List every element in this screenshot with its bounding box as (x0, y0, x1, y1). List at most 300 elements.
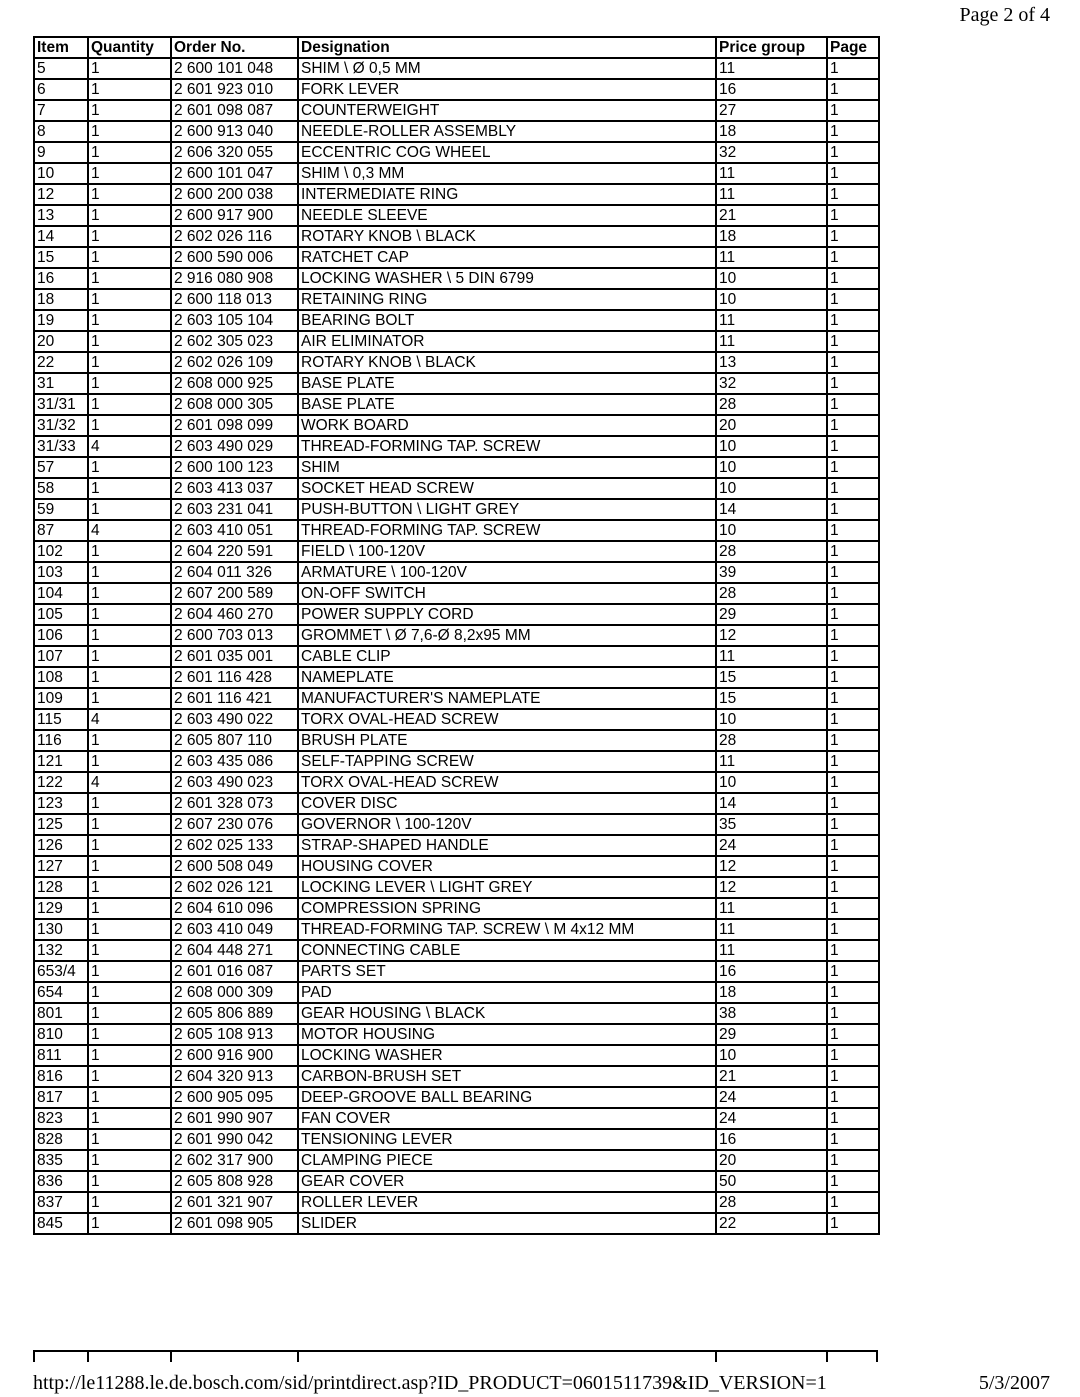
cell-quantity: 1 (88, 394, 171, 415)
cell-item: 5 (34, 58, 88, 79)
cell-price-group: 10 (716, 709, 827, 730)
cell-item: 127 (34, 856, 88, 877)
cell-page: 1 (827, 604, 879, 625)
cell-page: 1 (827, 688, 879, 709)
cell-price-group: 28 (716, 394, 827, 415)
cell-page: 1 (827, 1129, 879, 1150)
cell-price-group: 11 (716, 940, 827, 961)
cell-order-no: 2 604 320 913 (171, 1066, 298, 1087)
cell-price-group: 32 (716, 373, 827, 394)
cell-item: 122 (34, 772, 88, 793)
cell-order-no: 2 600 590 006 (171, 247, 298, 268)
cell-price-group: 12 (716, 877, 827, 898)
cell-order-no: 2 601 328 073 (171, 793, 298, 814)
cell-price-group: 32 (716, 142, 827, 163)
cell-page: 1 (827, 877, 879, 898)
cell-order-no: 2 608 000 309 (171, 982, 298, 1003)
table-row (34, 1045, 879, 1066)
cell-item: 31 (34, 373, 88, 394)
cell-quantity: 1 (88, 457, 171, 478)
cell-quantity: 1 (88, 205, 171, 226)
cell-quantity: 1 (88, 331, 171, 352)
cell-quantity: 1 (88, 1150, 171, 1171)
cell-order-no: 2 602 026 116 (171, 226, 298, 247)
cell-price-group: 18 (716, 982, 827, 1003)
cell-page: 1 (827, 163, 879, 184)
table-row (34, 646, 879, 667)
table-row (34, 961, 879, 982)
cell-designation: DEEP-GROOVE BALL BEARING (298, 1087, 716, 1108)
cell-page: 1 (827, 289, 879, 310)
cell-price-group: 12 (716, 625, 827, 646)
column-header-price-group: Price group (716, 37, 827, 58)
cell-quantity: 1 (88, 877, 171, 898)
cell-page: 1 (827, 1150, 879, 1171)
cell-quantity: 1 (88, 247, 171, 268)
cell-designation: CARBON-BRUSH SET (298, 1066, 716, 1087)
cell-item: 816 (34, 1066, 88, 1087)
cell-designation: TORX OVAL-HEAD SCREW (298, 709, 716, 730)
cell-item: 13 (34, 205, 88, 226)
table-row (34, 583, 879, 604)
cell-quantity: 1 (88, 730, 171, 751)
cell-order-no: 2 601 116 421 (171, 688, 298, 709)
cell-page: 1 (827, 1108, 879, 1129)
cell-order-no: 2 605 808 928 (171, 1171, 298, 1192)
table-row (34, 688, 879, 709)
cell-designation: THREAD-FORMING TAP. SCREW (298, 436, 716, 457)
cell-order-no: 2 604 460 270 (171, 604, 298, 625)
cell-page: 1 (827, 730, 879, 751)
cell-order-no: 2 602 026 121 (171, 877, 298, 898)
cell-page: 1 (827, 184, 879, 205)
cell-price-group: 18 (716, 226, 827, 247)
table-row (34, 751, 879, 772)
cell-order-no: 2 604 610 096 (171, 898, 298, 919)
table-row (34, 100, 879, 121)
cell-page: 1 (827, 1045, 879, 1066)
cell-page: 1 (827, 940, 879, 961)
cell-price-group: 24 (716, 1108, 827, 1129)
cell-item: 9 (34, 142, 88, 163)
cell-quantity: 1 (88, 688, 171, 709)
cell-designation: GROMMET \ Ø 7,6-Ø 8,2x95 MM (298, 625, 716, 646)
table-row (34, 121, 879, 142)
cell-designation: SHIM (298, 457, 716, 478)
cell-price-group: 11 (716, 751, 827, 772)
table-bottom-border (33, 1350, 878, 1352)
cell-item: 837 (34, 1192, 88, 1213)
cell-item: 109 (34, 688, 88, 709)
cell-item: 20 (34, 331, 88, 352)
cell-designation: GEAR HOUSING \ BLACK (298, 1003, 716, 1024)
cell-quantity: 1 (88, 79, 171, 100)
table-row (34, 772, 879, 793)
table-row (34, 1213, 879, 1234)
cell-designation: PAD (298, 982, 716, 1003)
cell-page: 1 (827, 856, 879, 877)
cell-price-group: 12 (716, 856, 827, 877)
cell-order-no: 2 602 317 900 (171, 1150, 298, 1171)
cell-quantity: 1 (88, 562, 171, 583)
table-row (34, 877, 879, 898)
cell-item: 31/31 (34, 394, 88, 415)
cell-order-no: 2 603 435 086 (171, 751, 298, 772)
cell-designation: CONNECTING CABLE (298, 940, 716, 961)
table-row (34, 1066, 879, 1087)
cell-designation: CLAMPING PIECE (298, 1150, 716, 1171)
cell-designation: ECCENTRIC COG WHEEL (298, 142, 716, 163)
cell-order-no: 2 603 413 037 (171, 478, 298, 499)
cell-order-no: 2 601 016 087 (171, 961, 298, 982)
column-header-designation: Designation (298, 37, 716, 58)
cell-designation: MOTOR HOUSING (298, 1024, 716, 1045)
cell-price-group: 38 (716, 1003, 827, 1024)
cell-order-no: 2 605 108 913 (171, 1024, 298, 1045)
cell-price-group: 11 (716, 184, 827, 205)
table-column-stub (170, 1350, 172, 1362)
cell-designation: WORK BOARD (298, 415, 716, 436)
cell-item: 10 (34, 163, 88, 184)
cell-item: 115 (34, 709, 88, 730)
cell-price-group: 11 (716, 163, 827, 184)
cell-item: 7 (34, 100, 88, 121)
cell-order-no: 2 605 807 110 (171, 730, 298, 751)
cell-page: 1 (827, 457, 879, 478)
table-row (34, 1171, 879, 1192)
cell-quantity: 4 (88, 436, 171, 457)
cell-item: 87 (34, 520, 88, 541)
cell-designation: LOCKING WASHER (298, 1045, 716, 1066)
cell-quantity: 1 (88, 1192, 171, 1213)
cell-order-no: 2 601 321 907 (171, 1192, 298, 1213)
cell-designation: GEAR COVER (298, 1171, 716, 1192)
cell-quantity: 1 (88, 835, 171, 856)
cell-item: 19 (34, 310, 88, 331)
cell-page: 1 (827, 667, 879, 688)
cell-designation: NAMEPLATE (298, 667, 716, 688)
cell-item: 836 (34, 1171, 88, 1192)
cell-item: 31/32 (34, 415, 88, 436)
cell-page: 1 (827, 772, 879, 793)
cell-designation: GOVERNOR \ 100-120V (298, 814, 716, 835)
cell-price-group: 39 (716, 562, 827, 583)
table-row (34, 79, 879, 100)
table-row (34, 625, 879, 646)
cell-item: 116 (34, 730, 88, 751)
cell-item: 121 (34, 751, 88, 772)
table-row (34, 541, 879, 562)
cell-page: 1 (827, 709, 879, 730)
cell-order-no: 2 604 220 591 (171, 541, 298, 562)
table-header-row (34, 37, 879, 58)
cell-price-group: 28 (716, 583, 827, 604)
cell-page: 1 (827, 352, 879, 373)
table-column-stub (297, 1350, 299, 1362)
cell-item: 129 (34, 898, 88, 919)
cell-price-group: 10 (716, 457, 827, 478)
cell-order-no: 2 602 305 023 (171, 331, 298, 352)
cell-designation: FAN COVER (298, 1108, 716, 1129)
table-row (34, 310, 879, 331)
cell-page: 1 (827, 1171, 879, 1192)
cell-price-group: 11 (716, 646, 827, 667)
cell-order-no: 2 605 806 889 (171, 1003, 298, 1024)
cell-page: 1 (827, 415, 879, 436)
cell-designation: NEEDLE SLEEVE (298, 205, 716, 226)
cell-item: 105 (34, 604, 88, 625)
table-column-stub (876, 1350, 878, 1362)
cell-item: 104 (34, 583, 88, 604)
cell-quantity: 1 (88, 583, 171, 604)
cell-order-no: 2 600 916 900 (171, 1045, 298, 1066)
cell-quantity: 1 (88, 163, 171, 184)
cell-item: 654 (34, 982, 88, 1003)
cell-order-no: 2 600 101 048 (171, 58, 298, 79)
cell-page: 1 (827, 205, 879, 226)
cell-page: 1 (827, 58, 879, 79)
table-row (34, 184, 879, 205)
cell-page: 1 (827, 793, 879, 814)
cell-quantity: 1 (88, 226, 171, 247)
cell-page: 1 (827, 1066, 879, 1087)
cell-page: 1 (827, 982, 879, 1003)
table-row (34, 394, 879, 415)
cell-order-no: 2 600 703 013 (171, 625, 298, 646)
table-row (34, 373, 879, 394)
cell-quantity: 4 (88, 520, 171, 541)
cell-price-group: 16 (716, 1129, 827, 1150)
cell-quantity: 1 (88, 961, 171, 982)
table-row (34, 982, 879, 1003)
cell-page: 1 (827, 79, 879, 100)
cell-order-no: 2 600 913 040 (171, 121, 298, 142)
cell-price-group: 15 (716, 688, 827, 709)
footer-url: http://le11288.le.de.bosch.com/sid/printdirect.asp?ID_PRODUCT=0601511739&ID_VERSION=1 (33, 1372, 827, 1394)
cell-order-no: 2 601 035 001 (171, 646, 298, 667)
cell-designation: SHIM \ Ø 0,5 MM (298, 58, 716, 79)
cell-item: 57 (34, 457, 88, 478)
cell-price-group: 20 (716, 1150, 827, 1171)
cell-page: 1 (827, 373, 879, 394)
cell-designation: LOCKING WASHER \ 5 DIN 6799 (298, 268, 716, 289)
cell-order-no: 2 916 080 908 (171, 268, 298, 289)
cell-quantity: 1 (88, 667, 171, 688)
column-header-order-no: Order No. (171, 37, 298, 58)
cell-order-no: 2 600 905 095 (171, 1087, 298, 1108)
cell-quantity: 1 (88, 478, 171, 499)
cell-page: 1 (827, 1213, 879, 1234)
column-header-quantity: Quantity (88, 37, 171, 58)
cell-quantity: 1 (88, 751, 171, 772)
cell-order-no: 2 601 990 907 (171, 1108, 298, 1129)
cell-price-group: 24 (716, 835, 827, 856)
cell-item: 132 (34, 940, 88, 961)
cell-order-no: 2 603 410 051 (171, 520, 298, 541)
cell-designation: FIELD \ 100-120V (298, 541, 716, 562)
cell-designation: BASE PLATE (298, 394, 716, 415)
table-column-stub (33, 1350, 35, 1362)
cell-order-no: 2 600 200 038 (171, 184, 298, 205)
cell-quantity: 1 (88, 268, 171, 289)
cell-price-group: 10 (716, 520, 827, 541)
cell-quantity: 1 (88, 58, 171, 79)
cell-quantity: 1 (88, 541, 171, 562)
cell-quantity: 1 (88, 1003, 171, 1024)
cell-order-no: 2 601 098 087 (171, 100, 298, 121)
cell-quantity: 1 (88, 982, 171, 1003)
cell-order-no: 2 601 098 905 (171, 1213, 298, 1234)
cell-page: 1 (827, 436, 879, 457)
table-column-stub (715, 1350, 717, 1362)
table-row (34, 667, 879, 688)
table-row (34, 856, 879, 877)
table-row (34, 352, 879, 373)
cell-price-group: 10 (716, 436, 827, 457)
table-row (34, 1024, 879, 1045)
table-row (34, 1108, 879, 1129)
cell-page: 1 (827, 100, 879, 121)
cell-page: 1 (827, 961, 879, 982)
cell-quantity: 1 (88, 1108, 171, 1129)
cell-order-no: 2 601 116 428 (171, 667, 298, 688)
cell-quantity: 1 (88, 499, 171, 520)
column-header-page: Page (827, 37, 879, 58)
cell-page: 1 (827, 1192, 879, 1213)
table-row (34, 1150, 879, 1171)
cell-page: 1 (827, 541, 879, 562)
cell-price-group: 29 (716, 604, 827, 625)
cell-item: 125 (34, 814, 88, 835)
cell-quantity: 1 (88, 415, 171, 436)
cell-designation: ON-OFF SWITCH (298, 583, 716, 604)
cell-item: 828 (34, 1129, 88, 1150)
table-row (34, 478, 879, 499)
table-row (34, 709, 879, 730)
cell-quantity: 1 (88, 1087, 171, 1108)
cell-page: 1 (827, 310, 879, 331)
cell-order-no: 2 608 000 305 (171, 394, 298, 415)
cell-order-no: 2 603 490 022 (171, 709, 298, 730)
table-row (34, 226, 879, 247)
cell-price-group: 15 (716, 667, 827, 688)
cell-quantity: 1 (88, 310, 171, 331)
cell-item: 123 (34, 793, 88, 814)
cell-price-group: 10 (716, 268, 827, 289)
cell-quantity: 1 (88, 1129, 171, 1150)
parts-table (33, 36, 880, 1235)
cell-order-no: 2 600 100 123 (171, 457, 298, 478)
table-row (34, 58, 879, 79)
cell-item: 8 (34, 121, 88, 142)
cell-page: 1 (827, 226, 879, 247)
cell-order-no: 2 603 231 041 (171, 499, 298, 520)
cell-designation: AIR ELIMINATOR (298, 331, 716, 352)
table-row (34, 604, 879, 625)
cell-quantity: 1 (88, 793, 171, 814)
cell-order-no: 2 601 923 010 (171, 79, 298, 100)
cell-order-no: 2 600 118 013 (171, 289, 298, 310)
cell-quantity: 1 (88, 373, 171, 394)
cell-quantity: 1 (88, 625, 171, 646)
table-row (34, 730, 879, 751)
cell-quantity: 1 (88, 352, 171, 373)
cell-item: 811 (34, 1045, 88, 1066)
cell-order-no: 2 601 098 099 (171, 415, 298, 436)
cell-price-group: 11 (716, 331, 827, 352)
table-row (34, 919, 879, 940)
cell-price-group: 18 (716, 121, 827, 142)
cell-price-group: 11 (716, 919, 827, 940)
table-row (34, 289, 879, 310)
cell-page: 1 (827, 478, 879, 499)
table-row (34, 1192, 879, 1213)
cell-page: 1 (827, 1024, 879, 1045)
cell-item: 59 (34, 499, 88, 520)
cell-designation: COMPRESSION SPRING (298, 898, 716, 919)
cell-item: 31/33 (34, 436, 88, 457)
cell-price-group: 29 (716, 1024, 827, 1045)
cell-designation: ROLLER LEVER (298, 1192, 716, 1213)
cell-quantity: 4 (88, 709, 171, 730)
cell-quantity: 1 (88, 121, 171, 142)
cell-item: 18 (34, 289, 88, 310)
cell-item: 15 (34, 247, 88, 268)
cell-item: 14 (34, 226, 88, 247)
cell-designation: SELF-TAPPING SCREW (298, 751, 716, 772)
table-row (34, 835, 879, 856)
cell-designation: PUSH-BUTTON \ LIGHT GREY (298, 499, 716, 520)
cell-price-group: 10 (716, 289, 827, 310)
cell-item: 845 (34, 1213, 88, 1234)
cell-price-group: 20 (716, 415, 827, 436)
cell-price-group: 35 (716, 814, 827, 835)
table-row (34, 436, 879, 457)
cell-quantity: 1 (88, 1171, 171, 1192)
cell-item: 22 (34, 352, 88, 373)
cell-order-no: 2 603 410 049 (171, 919, 298, 940)
cell-item: 823 (34, 1108, 88, 1129)
cell-page: 1 (827, 268, 879, 289)
table-row (34, 793, 879, 814)
cell-item: 6 (34, 79, 88, 100)
cell-price-group: 14 (716, 793, 827, 814)
cell-item: 16 (34, 268, 88, 289)
cell-item: 103 (34, 562, 88, 583)
table-row (34, 205, 879, 226)
cell-quantity: 1 (88, 604, 171, 625)
table-row (34, 940, 879, 961)
cell-page: 1 (827, 394, 879, 415)
cell-page: 1 (827, 1003, 879, 1024)
cell-designation: LOCKING LEVER \ LIGHT GREY (298, 877, 716, 898)
cell-item: 12 (34, 184, 88, 205)
cell-page: 1 (827, 1087, 879, 1108)
cell-page: 1 (827, 583, 879, 604)
cell-page: 1 (827, 751, 879, 772)
cell-item: 106 (34, 625, 88, 646)
footer-date: 5/3/2007 (978, 1372, 1050, 1394)
table-row (34, 415, 879, 436)
cell-page: 1 (827, 898, 879, 919)
cell-quantity: 1 (88, 646, 171, 667)
cell-designation: ARMATURE \ 100-120V (298, 562, 716, 583)
cell-price-group: 10 (716, 772, 827, 793)
cell-item: 102 (34, 541, 88, 562)
cell-designation: SOCKET HEAD SCREW (298, 478, 716, 499)
cell-price-group: 16 (716, 961, 827, 982)
cell-order-no: 2 607 230 076 (171, 814, 298, 835)
